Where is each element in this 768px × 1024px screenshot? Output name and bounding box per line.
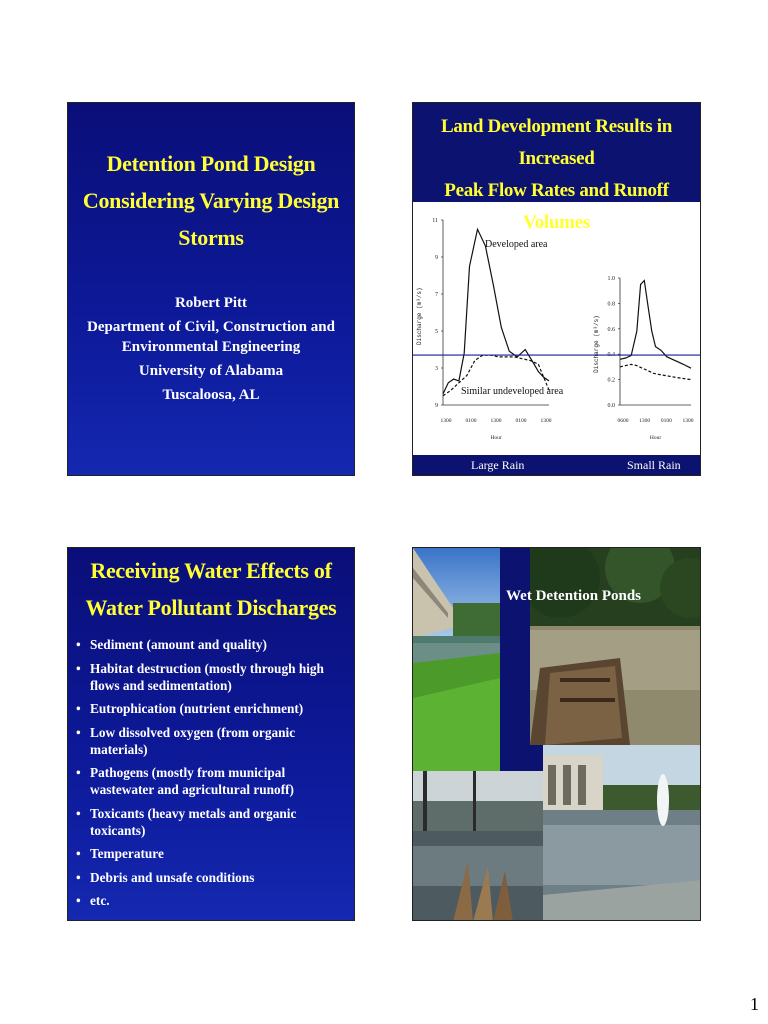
bullet-item: • Toxicants (heavy metals and organic toxicants)	[76, 805, 348, 839]
heading-line: Peak Flow Rates and Runoff Volumes	[444, 180, 669, 233]
department	[68, 317, 354, 357]
hydrograph-small-rain	[593, 276, 694, 441]
photo-pond-deck	[530, 548, 701, 745]
department-line1: Department of Civil, Construction and	[87, 319, 335, 335]
slide-wet-detention-ponds	[412, 547, 701, 921]
caption-large-rain: Large Rain	[471, 458, 525, 472]
heading-line: Receiving Water Effects of	[90, 558, 332, 583]
x-tick-label: 1300	[540, 418, 552, 424]
x-tick-label: 0100	[660, 418, 672, 424]
photo-pond-deck-image	[530, 548, 701, 745]
page-number: 1	[750, 994, 759, 1014]
title-line: Storms	[178, 225, 244, 250]
heading-line: Land Development Results in Increased	[440, 116, 672, 169]
photo-fountain-pond	[543, 745, 701, 921]
bullet-item: • Temperature	[76, 845, 348, 862]
y-tick-label: 0.0	[607, 403, 615, 409]
y-axis-label: Discharge (m³/s)	[416, 287, 423, 346]
bullet-item: • Debris and unsafe conditions	[76, 869, 348, 886]
x-tick-label: 0600	[617, 418, 629, 424]
y-tick-label: 0.8	[607, 301, 615, 308]
x-tick-label: 1300	[490, 418, 502, 424]
annotation-label: Similar undeveloped area	[461, 386, 564, 397]
y-axis-label: Discharge (m³/s)	[593, 315, 600, 373]
y-tick-label: 3	[435, 366, 438, 372]
bullet-item: • etc.	[76, 892, 348, 909]
bullet-list	[76, 636, 348, 916]
photo-grassy-pond-image	[413, 771, 543, 921]
y-tick-label: 1.0	[607, 276, 615, 282]
photo-building-pond	[413, 548, 500, 771]
department-line2: Environmental Engineering	[121, 339, 301, 355]
x-axis-label: Hour	[490, 435, 502, 441]
y-tick-label: 0.6	[607, 326, 615, 333]
heading-line: Water Pollutant Discharges	[85, 595, 337, 620]
bullet-item: • Low dissolved oxygen (from organic materials)	[76, 724, 348, 758]
slide-title	[67, 102, 355, 476]
slide-heading: Wet Detention Ponds	[506, 588, 641, 604]
location: Tuscaloosa, AL	[162, 387, 260, 403]
author-info	[68, 293, 354, 409]
y-tick-label: 0.2	[607, 377, 615, 384]
slide-title-heading	[68, 145, 354, 256]
bullet-item: • Habitat destruction (mostly through high flows and sedimentation)	[76, 660, 348, 694]
caption-small-rain: Small Rain	[627, 458, 681, 472]
photo-fountain-pond-image	[543, 745, 701, 921]
bullet-item: • Pathogens (mostly from municipal wastewater and agricultural runoff)	[76, 764, 348, 798]
hydrograph-figure	[413, 202, 701, 455]
y-tick-label: 7	[435, 292, 438, 298]
author-name: Robert Pitt	[174, 295, 248, 311]
y-tick-label: 5	[435, 329, 438, 335]
series-undeveloped	[620, 364, 691, 379]
y-tick-label: 9	[435, 403, 438, 409]
x-tick-label: 1300	[682, 418, 694, 424]
slide-land-development	[412, 102, 701, 476]
university: University of Alabama	[138, 363, 284, 379]
y-tick-label: 9	[435, 255, 438, 261]
slide-heading	[68, 552, 354, 626]
series-developed	[443, 229, 549, 394]
hydrograph-large-rain	[416, 218, 564, 441]
y-tick-label: 11	[432, 218, 438, 224]
bullet-item: • Sediment (amount and quality)	[76, 636, 348, 653]
x-tick-label: 1300	[639, 418, 651, 424]
title-line: Considering Varying Design	[82, 188, 340, 213]
photo-building-pond-image	[413, 548, 500, 771]
x-tick-label: 0100	[465, 418, 477, 424]
annotation-label: Developed area	[485, 239, 548, 250]
photo-grassy-pond	[413, 771, 543, 921]
bullet-item: • Eutrophication (nutrient enrichment)	[76, 700, 348, 717]
slide-receiving-water	[67, 547, 355, 921]
x-axis-label: Hour	[649, 435, 662, 441]
title-line: Detention Pond Design	[106, 151, 316, 176]
slide-footer	[413, 455, 700, 476]
x-tick-label: 0100	[515, 418, 527, 424]
y-tick-label: 0.4	[607, 352, 615, 359]
x-tick-label: 1300	[440, 418, 452, 424]
